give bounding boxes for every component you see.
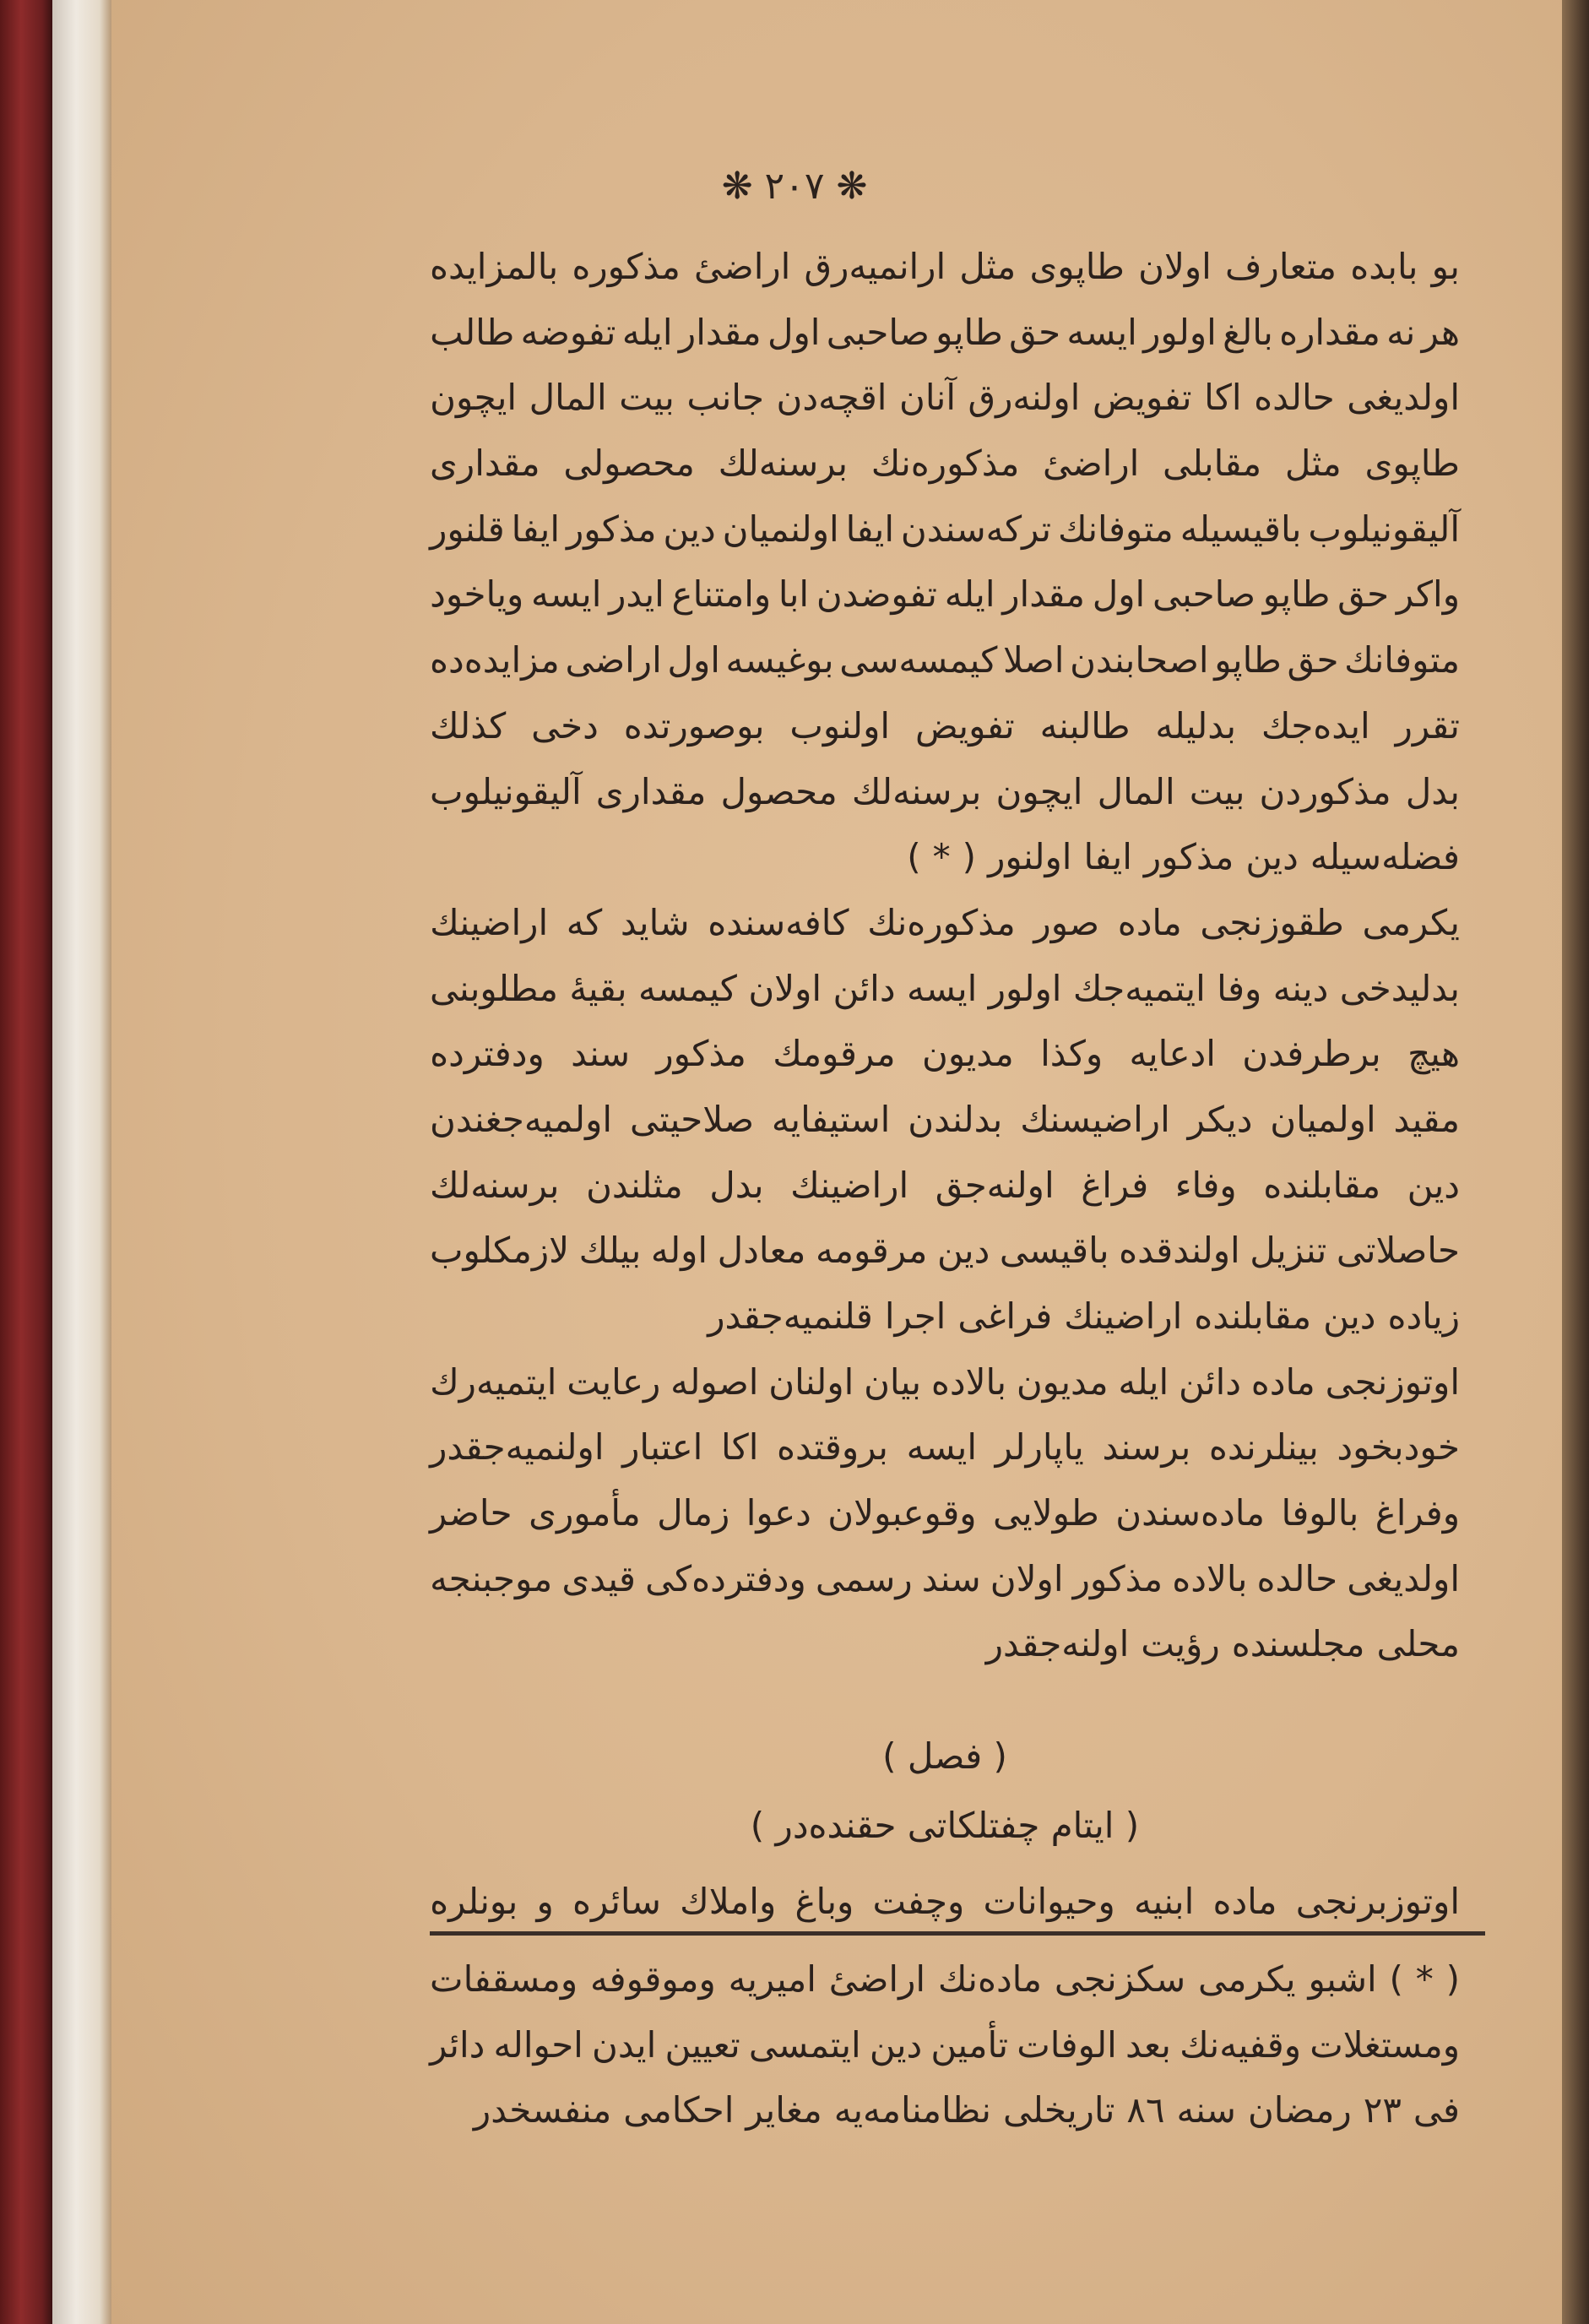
text-line — [430, 627, 1460, 693]
word: صلاحیتی — [629, 1098, 754, 1140]
word: مثل — [959, 246, 1017, 287]
word: منفسخدر — [473, 2089, 612, 2131]
word: المال — [1097, 770, 1175, 812]
word: کذلك — [430, 704, 507, 747]
word: اولندقده — [1119, 1230, 1240, 1272]
body-text — [430, 234, 1460, 1677]
word: بابده — [1350, 246, 1418, 287]
word: دین — [936, 1230, 990, 1272]
word: احکامی — [623, 2089, 735, 2131]
word: حق — [1287, 639, 1339, 681]
word: دین — [1323, 1295, 1376, 1337]
word: حاضر — [430, 1492, 512, 1534]
word: مذکور — [566, 508, 657, 550]
section-heading: ( فصل ) — [882, 1735, 1007, 1777]
word: دائر — [430, 2023, 485, 2066]
word: نه — [1386, 311, 1416, 353]
word: لازمکلوب — [430, 1230, 570, 1272]
word: الوفات — [1017, 2023, 1117, 2066]
word: باقیسیله — [1180, 508, 1302, 550]
word: مرقومك — [773, 1033, 896, 1075]
word: ویاخود — [430, 573, 524, 616]
word: دخی — [531, 704, 599, 747]
word: ایفا — [1083, 836, 1132, 878]
word: ترکه‌سندن — [900, 508, 1052, 550]
word: احواله — [493, 2023, 583, 2066]
footnote-rule — [430, 1931, 1485, 1936]
word: کیمسه‌سی — [839, 639, 998, 681]
word: طالبنه — [1039, 704, 1131, 747]
word: ابنیه — [1134, 1881, 1195, 1922]
word: اراضیٔ — [828, 1958, 926, 2000]
word: تنزیل — [1250, 1230, 1327, 1272]
text-line — [430, 562, 1460, 627]
word: هیچ — [1407, 1033, 1460, 1075]
word: اولمیان — [1270, 1098, 1376, 1140]
word: ایله — [944, 573, 995, 616]
word: فی — [1413, 2089, 1460, 2131]
word: برطرفدن — [1242, 1033, 1381, 1075]
word: تفوضه — [520, 311, 616, 353]
word: قلنور — [430, 508, 505, 550]
word: طقوزنجی — [1200, 901, 1344, 943]
word: محصولی — [563, 443, 695, 485]
word: مذکوره — [572, 246, 681, 287]
word: اکا — [1204, 377, 1242, 419]
book-binding — [0, 0, 52, 2324]
word: اولدیغی — [1347, 377, 1460, 419]
word: اولدیغی — [1347, 1557, 1460, 1599]
word: واکر — [1396, 573, 1460, 616]
word: اول — [667, 639, 720, 681]
word: رمضان — [1247, 2089, 1352, 2131]
word: مذکوره‌نك — [867, 901, 1016, 943]
word: بوصورتده — [623, 704, 765, 747]
word: صاحبی — [826, 311, 930, 353]
word: اول — [767, 311, 821, 353]
word: امیریه — [728, 1958, 816, 2000]
word: ادعایه — [1129, 1033, 1216, 1075]
word: حق — [1009, 311, 1061, 353]
word: ماده‌نك — [937, 1958, 1042, 2000]
word: وچفت — [872, 1881, 965, 1922]
word: مذکور — [1143, 836, 1234, 878]
word: المال — [529, 377, 607, 419]
word: طاپو — [936, 311, 1003, 353]
word: اولور — [988, 967, 1062, 1009]
word: که — [566, 901, 603, 943]
text-line — [430, 1284, 1460, 1349]
word: حالده — [1254, 377, 1335, 419]
word: ایدر — [609, 573, 664, 616]
word: ماده — [1212, 1881, 1277, 1922]
word: مذکوره‌نك — [870, 443, 1020, 485]
article-31-line — [430, 1869, 1460, 1935]
word: مطلوبنی — [430, 967, 558, 1009]
word: کافه‌سنده — [708, 901, 849, 943]
word: ایچون — [995, 770, 1083, 812]
word: اراضینك — [790, 1164, 909, 1206]
word: برسنه‌لك — [851, 770, 982, 812]
word: اولمیه‌جغندن — [430, 1098, 613, 1140]
word: اراضی — [565, 639, 662, 681]
word: اوتوزنجی — [1325, 1360, 1460, 1403]
word: اولنان — [768, 1360, 854, 1403]
text-line — [430, 1414, 1460, 1480]
word: مذکور — [656, 1033, 746, 1075]
word: اولنه‌جق — [935, 1164, 1055, 1206]
word: اولنوب — [789, 704, 891, 747]
word: واملاك — [680, 1881, 777, 1922]
word: تفوضدن — [816, 573, 937, 616]
word: بقیهٔ — [569, 967, 627, 1009]
text-line — [430, 300, 1460, 366]
word: دائن — [832, 967, 896, 1009]
word: دائن — [1178, 1360, 1241, 1403]
word: خودبخود — [1337, 1426, 1460, 1469]
word: بروقتده — [777, 1426, 888, 1469]
word: قلنمیه‌جقدر — [708, 1295, 873, 1337]
word: مقدار — [1002, 573, 1085, 616]
word: سائره — [572, 1881, 661, 1922]
word: اراضیسنك — [1020, 1098, 1170, 1140]
word: طاپو — [1262, 573, 1331, 616]
footnote-line — [430, 1947, 1460, 2012]
word: یکرمی — [1362, 901, 1460, 943]
word: اول — [1092, 573, 1146, 616]
word: اراضیٔ — [1043, 443, 1140, 485]
page-shadow — [1562, 0, 1589, 2324]
word: طاپوی — [1364, 443, 1460, 485]
word: ودفترده‌کی — [645, 1557, 806, 1599]
word: تأمین — [930, 2023, 1009, 2066]
word: مدیون — [921, 1033, 1014, 1075]
word: سند — [571, 1033, 631, 1075]
word: بونلره — [430, 1881, 518, 1922]
word: بیلك — [578, 1230, 642, 1272]
word: معادل — [717, 1230, 806, 1272]
word: وفراغ — [1375, 1492, 1460, 1534]
word: ایسه — [906, 967, 978, 1009]
word: بدل — [709, 1164, 764, 1206]
word: ودفترده — [430, 1033, 545, 1075]
word: اصلا — [1003, 639, 1065, 681]
word: وموقوفه — [589, 1958, 716, 2000]
word: وفا — [1217, 967, 1262, 1009]
word: اراضینك — [1064, 1295, 1183, 1337]
word: بالمزایده — [430, 246, 559, 287]
word: ایتمیه‌جك — [1072, 967, 1206, 1009]
word: و — [536, 1881, 554, 1922]
word: اولور — [1143, 311, 1217, 353]
page-edges — [52, 0, 111, 2324]
word: بدل — [1405, 770, 1460, 812]
word: استیفایه — [771, 1098, 891, 1140]
word: اجرا — [884, 1295, 946, 1337]
text-line — [430, 759, 1460, 825]
text-line — [430, 1349, 1460, 1415]
word: ایله — [621, 311, 673, 353]
word: اولنمیه‌جقدر — [430, 1426, 605, 1469]
word: ( — [962, 836, 977, 878]
word: جانب — [686, 377, 765, 419]
word: حق — [1337, 573, 1390, 616]
text-line — [430, 1611, 1460, 1677]
word: مقابلی — [1163, 443, 1262, 485]
word: بالاده — [930, 1360, 1007, 1403]
word: اکا — [720, 1426, 759, 1469]
word: وکذا — [1040, 1033, 1104, 1075]
article-31 — [430, 1869, 1460, 1935]
word: بالوفا — [1281, 1492, 1359, 1534]
word: ایسه — [1066, 311, 1137, 353]
word: طولایی — [993, 1492, 1099, 1534]
word: بالغ — [1223, 311, 1273, 353]
word: برسنه‌لك — [430, 1164, 560, 1206]
footnote-line — [430, 2077, 1460, 2143]
word: دین — [1245, 836, 1299, 878]
word: محصول — [720, 770, 838, 812]
word: اعتبار — [622, 1426, 703, 1469]
text-line — [430, 693, 1460, 759]
word: ایفا — [511, 508, 561, 550]
word: سند — [921, 1557, 981, 1599]
word: اولنه‌جقدر — [985, 1623, 1130, 1665]
word: بالاده — [1172, 1557, 1248, 1599]
word: آنان — [898, 377, 956, 419]
word: بیت — [619, 377, 675, 419]
word: اشبو — [1308, 1958, 1377, 2000]
word: بیت — [1189, 770, 1245, 812]
word: مجلسنده — [1231, 1623, 1365, 1665]
word: رؤیت — [1141, 1623, 1220, 1665]
word: وباغ — [794, 1881, 854, 1922]
footnote — [430, 1947, 1460, 2143]
text-line — [430, 824, 1460, 890]
word: دینه — [1272, 967, 1329, 1009]
text-line — [430, 1021, 1460, 1087]
word: دعوا — [746, 1492, 811, 1534]
word: ایله — [1118, 1360, 1169, 1403]
text-line — [430, 365, 1460, 431]
word: ) — [1389, 1958, 1403, 2000]
word: آلیقونیلوب — [430, 770, 582, 812]
word: برسند — [1102, 1426, 1191, 1469]
word: اولان — [990, 1557, 1064, 1599]
word: اولان — [1138, 246, 1212, 287]
word: بدلندن — [908, 1098, 1003, 1140]
word: بینلرنده — [1208, 1426, 1319, 1469]
word: اوله — [650, 1230, 708, 1272]
word: صاحبی — [1152, 573, 1256, 616]
word: طاپو — [1214, 639, 1282, 681]
word: بو — [1431, 246, 1460, 287]
word: مقید — [1393, 1098, 1460, 1140]
word: اقچه‌دن — [776, 377, 887, 419]
word: زیاده — [1387, 1295, 1460, 1337]
word: مذکور — [1072, 1557, 1163, 1599]
word: اوتوزبرنجی — [1295, 1881, 1460, 1922]
word: مقابلنده — [1194, 1295, 1312, 1337]
word: برسنه‌لك — [718, 443, 849, 485]
word: ایسه — [531, 573, 602, 616]
word: مقابلنده — [1263, 1164, 1381, 1206]
word: طالب — [430, 311, 515, 353]
word: بوغیسه — [725, 639, 834, 681]
word: ماده — [1250, 1360, 1315, 1403]
word: تعیین — [664, 2023, 740, 2066]
word: مقداره — [1279, 311, 1380, 353]
word: متوفانك — [1344, 639, 1460, 681]
word: بیان — [864, 1360, 922, 1403]
word: متوفانك — [1057, 508, 1174, 550]
word: نظامنامه‌یه — [833, 2089, 991, 2131]
page-number: ❋ ٢٠٧ ❋ — [721, 165, 868, 208]
word: ماده‌سندن — [1115, 1492, 1265, 1534]
word: مغایر — [746, 2089, 822, 2131]
word: اولنمیان — [722, 508, 839, 550]
word: بدلیدخی — [1339, 967, 1460, 1009]
word: سکزنجی — [1054, 1958, 1186, 2000]
word: ایفا — [845, 508, 894, 550]
word: اولنور — [988, 836, 1072, 878]
word: وفاء — [1174, 1164, 1237, 1206]
section-subheading: ( ایتام چفتلکاتی حقنده‌در ) — [750, 1805, 1140, 1846]
word: اراضینك — [430, 901, 549, 943]
word: مقداری — [430, 443, 540, 485]
word: اراضیٔ — [694, 246, 791, 287]
text-line — [430, 1153, 1460, 1219]
word: بدلیله — [1155, 704, 1237, 747]
word: فضله‌سیله — [1310, 836, 1460, 878]
word: رعایت — [567, 1360, 661, 1403]
word: تقرر — [1395, 704, 1460, 747]
word: * — [932, 836, 951, 878]
word: فراغی — [957, 1295, 1053, 1337]
word: مثل — [1284, 443, 1342, 485]
word: ومستغلات — [1310, 2023, 1460, 2066]
text-line — [430, 956, 1460, 1022]
word: ایتمیه‌رك — [430, 1360, 557, 1403]
word: ایده‌جك — [1261, 704, 1370, 747]
text-line — [430, 1087, 1460, 1153]
word: اولان — [748, 967, 822, 1009]
text-line — [430, 497, 1460, 562]
word: اصحابندن — [1070, 639, 1209, 681]
word: ایسه — [906, 1426, 977, 1469]
text-line — [430, 1218, 1460, 1284]
word: یکرمی — [1198, 1958, 1296, 2000]
word: مقدار — [678, 311, 762, 353]
word: رسمی — [815, 1557, 913, 1599]
word: مقداری — [595, 770, 707, 812]
word: وحیوانات — [983, 1881, 1115, 1922]
word: آلیقونیلوب — [1308, 508, 1460, 550]
word: ماده — [1117, 901, 1182, 943]
word: مأموری — [529, 1492, 641, 1534]
word: ۲۳ — [1363, 2089, 1402, 2131]
word: صور — [1033, 901, 1100, 943]
word: فراغ — [1081, 1164, 1149, 1206]
word: حاصلاتی — [1336, 1230, 1460, 1272]
word: دین — [1407, 1164, 1460, 1206]
word: ۸٦ — [1126, 2089, 1165, 2131]
word: وامتناع — [671, 573, 772, 616]
word: ( — [1445, 1958, 1460, 2000]
word: قیدی — [561, 1557, 636, 1599]
word: ابا — [778, 573, 810, 616]
word: بعد — [1125, 2023, 1171, 2066]
text-line — [430, 890, 1460, 956]
word: زمال — [657, 1492, 730, 1534]
word: محلی — [1376, 1623, 1460, 1665]
word: مزایده‌ده — [430, 639, 560, 681]
word: دیکر — [1187, 1098, 1253, 1140]
word: متعارف — [1225, 246, 1337, 287]
word: مدیون — [1016, 1360, 1109, 1403]
footnote-line — [430, 2012, 1460, 2078]
text-line — [430, 431, 1460, 497]
word: باقیسی — [999, 1230, 1109, 1272]
word: وقفیه‌نك — [1180, 2023, 1302, 2066]
word: سنه — [1176, 2089, 1236, 2131]
text-line — [430, 234, 1460, 300]
word: دین — [869, 2023, 923, 2066]
word: وقوعبولان — [827, 1492, 977, 1534]
word: اصوله — [670, 1360, 759, 1403]
word: تفویض — [914, 704, 1015, 747]
word: طاپوی — [1029, 246, 1125, 287]
word: یاپارلر — [995, 1426, 1084, 1469]
word: شاید — [620, 901, 690, 943]
word: کیمسه — [637, 967, 737, 1009]
word: حالده — [1256, 1557, 1338, 1599]
word: ارانمیه‌رق — [804, 246, 946, 287]
word: هر — [1421, 311, 1460, 353]
text-line — [430, 1546, 1460, 1612]
word: ) — [907, 836, 921, 878]
text-line — [430, 1480, 1460, 1546]
word: دین — [663, 508, 716, 550]
word: مرقومه — [815, 1230, 928, 1272]
word: تاریخلی — [1002, 2089, 1115, 2131]
word: مذکوردن — [1259, 770, 1391, 812]
word: ومسقفات — [430, 1958, 578, 2000]
word: * — [1415, 1958, 1434, 2000]
word: ایدن — [592, 2023, 657, 2066]
word: موجبنجه — [430, 1557, 553, 1599]
word: ایتمسی — [748, 2023, 861, 2066]
word: ایچون — [430, 377, 518, 419]
word: تفویض — [1092, 377, 1192, 419]
word: مثلندن — [586, 1164, 683, 1206]
word: اولنه‌رق — [968, 377, 1081, 419]
